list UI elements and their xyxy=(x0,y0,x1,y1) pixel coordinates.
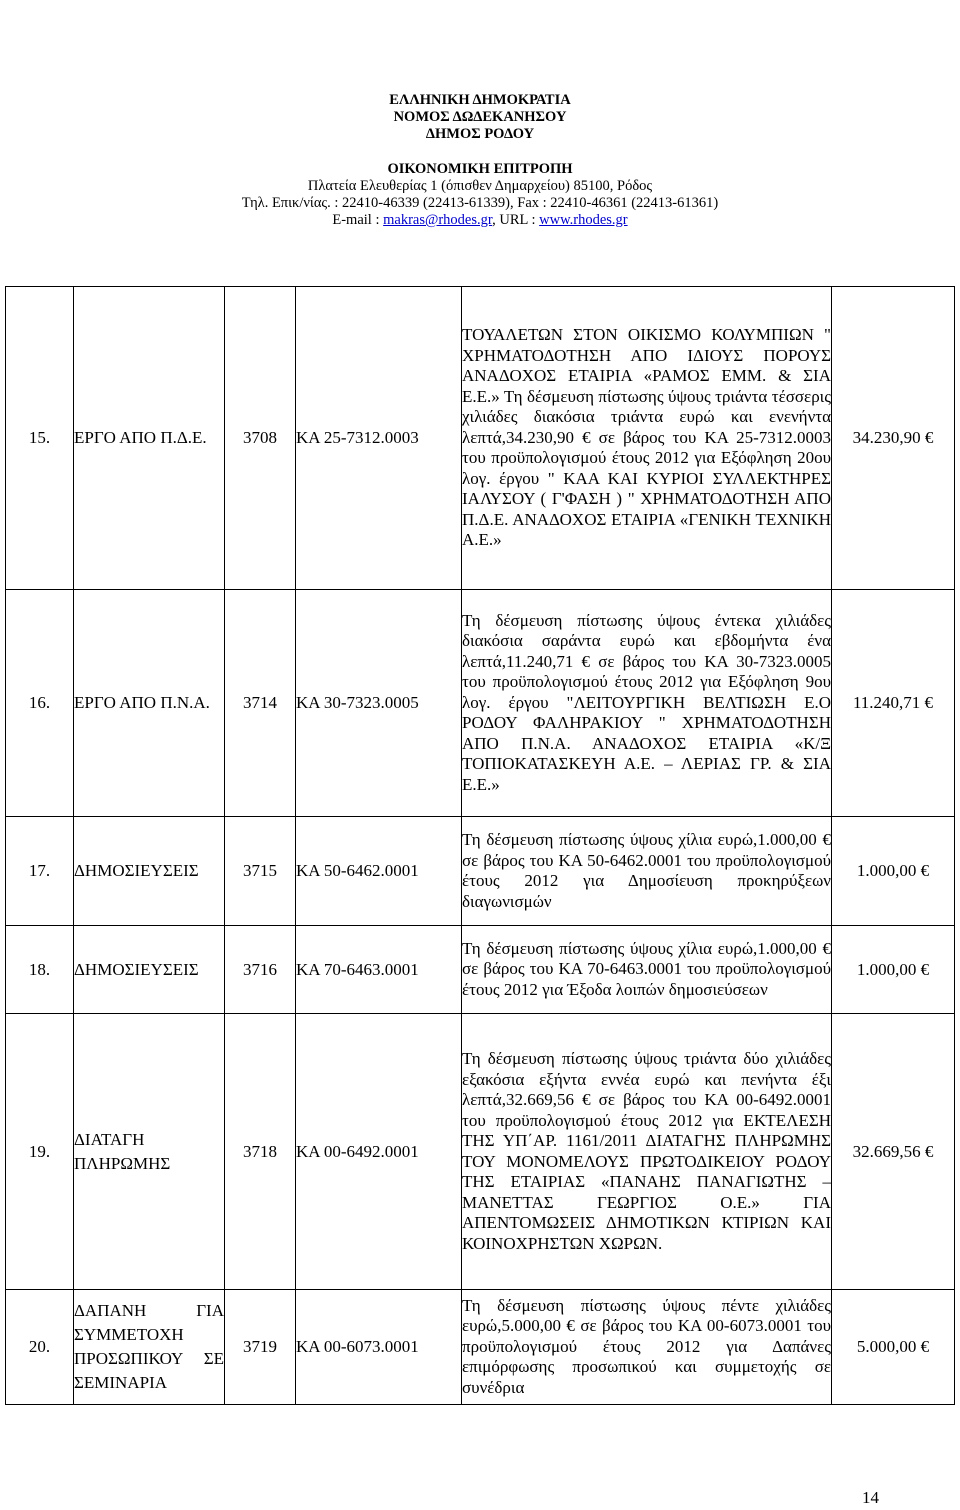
commitment-amount: 5.000,00 € xyxy=(832,1290,955,1405)
header-line-municipality: ΔΗΜΟΣ ΡΟΔΟΥ xyxy=(425,126,535,142)
table-row xyxy=(6,817,955,926)
row-number: 15. xyxy=(6,287,74,590)
table-row xyxy=(6,590,955,817)
budget-account: ΚΑ 50-6462.0001 xyxy=(296,817,462,926)
header-line-republic: ΕΛΛΗΝΙΚΗ ΔΗΜΟΚΡΑΤΙΑ xyxy=(389,92,571,108)
commitment-amount: 11.240,71 € xyxy=(832,590,955,817)
header-committee: ΟΙΚΟΝΟΜΙΚΗ ΕΠΙΤΡΟΠΗ xyxy=(387,161,573,177)
table-row xyxy=(6,1290,955,1405)
table-row xyxy=(6,926,955,1014)
commitment-amount: 1.000,00 € xyxy=(832,817,955,926)
commitment-amount: 32.669,56 € xyxy=(832,1014,955,1290)
commitment-description: Τη δέσμευση πίστωσης ύψους έντεκα χιλιάδες διακόσια σαράντα ευρώ και εβδομήντα ένα λεπτά,11.240,71 € σε βάρος του ΚΑ 30-7323.0005 του προϋπολογισμού έτους 2012 για Εξόφληση 9ου λογ. έργου "ΛΕΙΤΟΥΡΓΙΚΗ ΒΕΛΤΙΩΣΗ Ε.Ο ΡΟΔΟΥ ΦΑΛΗΡΑΚΙΟΥ " ΧΡΗΜΑΤΟΔΟΤΗΣΗ ΑΠΟ Π.Ν.Α. ΑΝΑΔΟΧΟΣ ΕΤΑΙΡΙΑ «Κ/Ξ ΤΟΠΙΟΚΑΤΑΣΚΕΥΗ Α.Ε. – ΛΕΡΙΑΣ ΓΡ. & ΣΙΑ Ε.Ε.» xyxy=(462,590,832,817)
budget-account: ΚΑ 70-6463.0001 xyxy=(296,926,462,1014)
header-address: Πλατεία Ελευθερίας 1 (όπισθεν Δημαρχείου) 85100, Ρόδος xyxy=(307,178,653,194)
budget-account: ΚΑ 00-6073.0001 xyxy=(296,1290,462,1405)
expense-type: ΔΙΑΤΑΓΗ ΠΛΗΡΩΜΗΣ xyxy=(74,1014,225,1290)
page-number: 14 xyxy=(862,1488,879,1507)
expense-type: ΕΡΓΟ ΑΠΟ Π.Δ.Ε. xyxy=(74,287,225,590)
commitment-amount: 34.230,90 € xyxy=(832,287,955,590)
commitment-code: 3708 xyxy=(225,287,296,590)
expense-type: ΔΑΠΑΝΗ ΓΙΑ ΣΥΜΜΕΤΟΧΗ ΠΡΟΣΩΠΙΚΟΥ ΣΕ ΣΕΜΙΝΑΡΙΑ xyxy=(74,1290,225,1405)
email-link[interactable]: makras@rhodes.gr xyxy=(383,212,493,228)
budget-account: ΚΑ 30-7323.0005 xyxy=(296,590,462,817)
commitment-amount: 1.000,00 € xyxy=(832,926,955,1014)
commitment-description: ΤΟΥΑΛΕΤΩΝ ΣΤΟΝ ΟΙΚΙΣΜΟ ΚΟΛΥΜΠΙΩΝ " ΧΡΗΜΑΤΟΔΟΤΗΣΗ ΑΠΟ ΙΔΙΟΥΣ ΠΟΡΟΥΣ ΑΝΑΔΟΧΟΣ ΕΤΑΙΡΙΑ «ΡΑΜΟΣ ΕΜΜ. & ΣΙΑ Ε.Ε.» Τη δέσμευση πίστωσης ύψους τριάντα τέσσερις χιλιάδες διακόσια τριάντα ευρώ και ενενήντα λεπτά,34.230,90 € σε βάρος του ΚΑ 25-7312.0003 του προϋπολογισμού έτους 2012 για Εξόφληση 20ου λογ. έργου " ΚΑΑ ΚΑΙ ΚΥΡΙΟΙ ΣΥΛΛΕΚΤΗΡΕΣ ΙΑΛΥΣΟΥ ( Γ'ΦΑΣΗ ) " ΧΡΗΜΑΤΟΔΟΤΗΣΗ ΑΠΟ Π.Δ.Ε. ΑΝΑΔΟΧΟΣ ΕΤΑΙΡΙΑ «ΓΕΝΙΚΗ ΤΕΧΝΙΚΗ Α.Ε.» xyxy=(462,287,832,590)
commitment-code: 3719 xyxy=(225,1290,296,1405)
commitment-code: 3718 xyxy=(225,1014,296,1290)
commitments-table xyxy=(5,286,955,1405)
row-number: 17. xyxy=(6,817,74,926)
budget-account: ΚΑ 00-6492.0001 xyxy=(296,1014,462,1290)
budget-account: ΚΑ 25-7312.0003 xyxy=(296,287,462,590)
commitment-code: 3716 xyxy=(225,926,296,1014)
commitment-description: Τη δέσμευση πίστωσης ύψους χίλια ευρώ,1.000,00 € σε βάρος του ΚΑ 50-6462.0001 του προϋπολογισμού έτους 2012 για Δημοσίευση προκηρύξεων διαγωνισμών xyxy=(462,817,832,926)
table-row xyxy=(6,287,955,590)
letterhead xyxy=(0,92,960,229)
row-number: 19. xyxy=(6,1014,74,1290)
row-number: 18. xyxy=(6,926,74,1014)
website-link[interactable]: www.rhodes.gr xyxy=(539,212,628,228)
header-contact: E-mail : makras@rhodes.gr, URL : www.rhodes.gr xyxy=(332,212,628,228)
header-line-prefecture: ΝΟΜΟΣ ΔΩΔΕΚΑΝΗΣΟΥ xyxy=(393,109,567,125)
row-number: 16. xyxy=(6,590,74,817)
commitment-description: Τη δέσμευση πίστωσης ύψους τριάντα δύο χιλιάδες εξακόσια εξήντα εννέα ευρώ και πενήντα έξι λεπτά,32.669,56 € σε βάρος του ΚΑ 00-6492.0001 του προϋπολογισμού έτους 2012 για ΕΚΤΕΛΕΣΗ ΤΗΣ ΥΠ΄ΑΡ. 1161/2011 ΔΙΑΤΑΓΗΣ ΠΛΗΡΩΜΗΣ ΤΟΥ ΜΟΝΟΜΕΛΟΥΣ ΠΡΩΤΟΔΙΚΕΙΟΥ ΡΟΔΟΥ ΤΗΣ ΕΤΑΙΡΙΑΣ «ΠΑΝΑΗΣ ΠΑΝΑΓΙΩΤΗΣ – ΜΑΝΕΤΤΑΣ ΓΕΩΡΓΙΟΣ Ο.Ε.» ΓΙΑ ΑΠΕΝΤΟΜΩΣΕΙΣ ΔΗΜΟΤΙΚΩΝ ΚΤΙΡΙΩΝ ΚΑΙ ΚΟΙΝΟΧΡΗΣΤΩΝ ΧΩΡΩΝ. xyxy=(462,1014,832,1290)
commitment-description: Τη δέσμευση πίστωσης ύψους χίλια ευρώ,1.000,00 € σε βάρος του ΚΑ 70-6463.0001 του προϋπολογισμού έτους 2012 για Έξοδα λοιπών δημοσιεύσεων xyxy=(462,926,832,1014)
row-number: 20. xyxy=(6,1290,74,1405)
commitment-code: 3715 xyxy=(225,817,296,926)
expense-type: ΕΡΓΟ ΑΠΟ Π.Ν.Α. xyxy=(74,590,225,817)
header-phones: Τηλ. Επικ/νίας. : 22410-46339 (22413-61339), Fax : 22410-46361 (22413-61361) xyxy=(241,195,719,211)
commitment-code: 3714 xyxy=(225,590,296,817)
expense-type: ΔΗΜΟΣΙΕΥΣΕΙΣ xyxy=(74,926,225,1014)
table-row xyxy=(6,1014,955,1290)
commitment-description: Τη δέσμευση πίστωσης ύψους πέντε χιλιάδες ευρώ,5.000,00 € σε βάρος του ΚΑ 00-6073.0001 του προϋπολογισμού έτους 2012 για Δαπάνες επιμόρφωσης προσωπικού και συμμετοχής σε συνέδρια xyxy=(462,1290,832,1405)
expense-type: ΔΗΜΟΣΙΕΥΣΕΙΣ xyxy=(74,817,225,926)
